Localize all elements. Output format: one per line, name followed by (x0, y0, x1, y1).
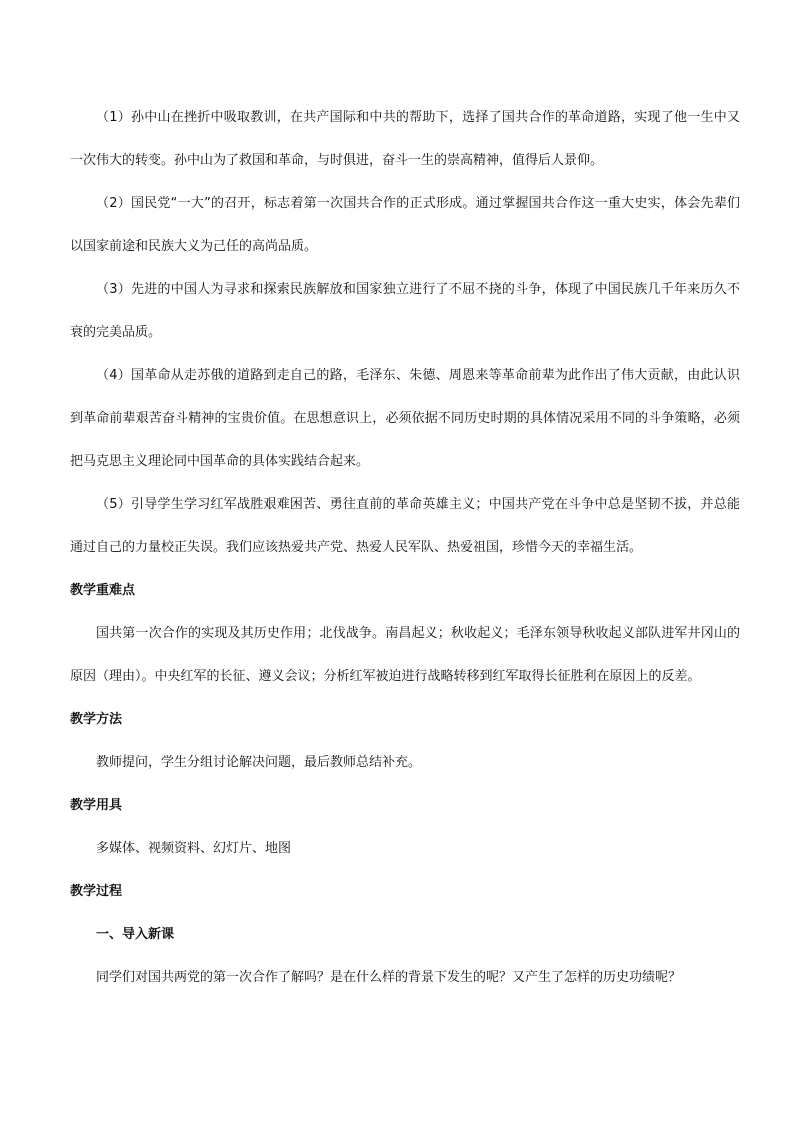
process-heading: 教学过程 (70, 884, 123, 899)
key-points-text: 国共第一次合作的实现及其历史作用；北伐战争。南昌起义；秋收起义；毛泽东领导秋收起义部队进军井冈山的原因（理由）。中央红军的长征、遵义会议；分析红军被迫进行战略转移到红军取得长征胜利在原因上的反差。 (70, 626, 740, 684)
objective-2: （2）国民党“一大”的召开，标志着第一次国共合作的正式形成。通过掌握国共合作这一重大史实，体会先辈们以国家前途和民族大义为己任的高尚品质。 (70, 196, 740, 254)
tools-text: 多媒体、视频资料、幻灯片、地图 (96, 841, 292, 856)
document-page (70, 96, 740, 999)
objective-3: （3）先进的中国人为寻求和探索民族解放和国家独立进行了不屈不挠的斗争，体现了中国民族几千年来历久不衰的完美品质。 (70, 282, 740, 340)
process-subheading: 一、导入新课 (96, 927, 175, 942)
process-text: 同学们对国共两党的第一次合作了解吗？是在什么样的背景下发生的呢？又产生了怎样的历史功绩呢？ (96, 970, 682, 985)
methods-heading: 教学方法 (70, 712, 123, 727)
objective-5: （5）引导学生学习红军战胜艰难困苦、勇往直前的革命英雄主义；中国共产党在斗争中总是坚韧不拔，并总能通过自己的力量校正失误。我们应该热爱共产党、热爱人民军队、热爱祖国，珍惜今天的幸福生活。 (70, 497, 740, 555)
tools-heading: 教学用具 (70, 798, 123, 813)
key-points-heading: 教学重难点 (70, 583, 136, 598)
objective-1: （1）孙中山在挫折中吸取教训，在共产国际和中共的帮助下，选择了国共合作的革命道路，实现了他一生中又一次伟大的转变。孙中山为了救国和革命，与时俱进，奋斗一生的崇高精神，值得后人景仰。 (70, 110, 740, 168)
objective-4: （4）国革命从走苏俄的道路到走自己的路，毛泽东、朱德、周恩来等革命前辈为此作出了伟大贡献，由此认识到革命前辈艰苦奋斗精神的宝贵价值。在思想意识上，必须依据不同历史时期的具体情况采用不同的斗争策略，必须把马克思主义理论同中国革命的具体实践结合起来。 (70, 368, 740, 469)
methods-text: 教师提问，学生分组讨论解决问题，最后教师总结补充。 (96, 755, 422, 770)
